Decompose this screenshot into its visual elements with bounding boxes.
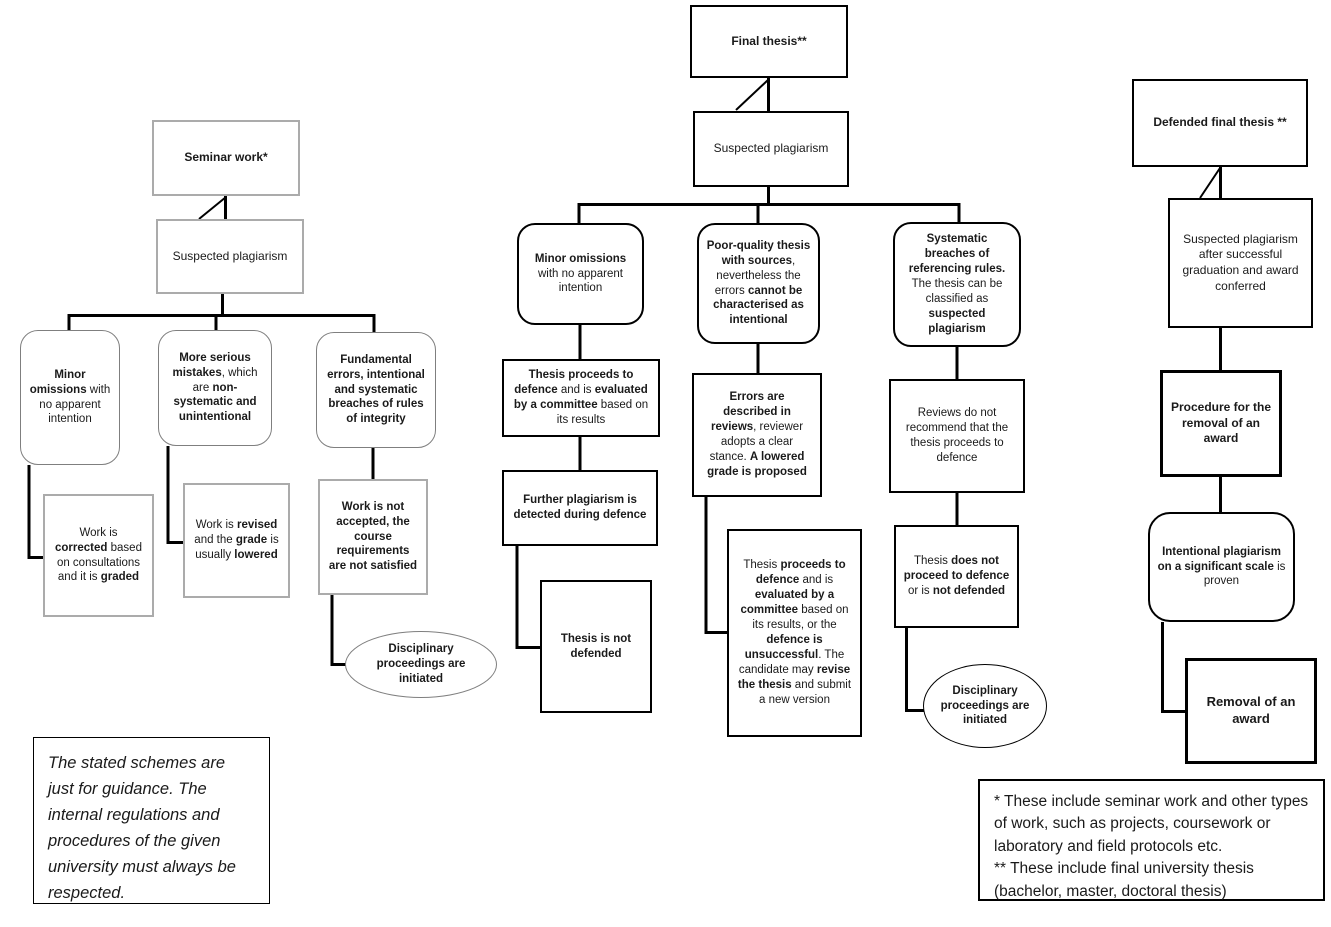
guidance-note-text: The stated schemes are just for guidance. The internal regulations and procedures of the given university must always be respected. [48,754,236,903]
final-thesis-label: Final thesis** [731,33,807,48]
thesis-branch-poor-quality [697,223,820,344]
seminar-branch-fundamental-errors [316,332,436,448]
thesis-suspected-label: Suspected plagiarism [713,141,829,156]
thesis-not-defended-label: Thesis is not defended [560,632,632,660]
seminar-branch-minor-omissions-label: Minor omissions with no apparent intention [29,368,111,426]
errors-described-box [692,373,822,497]
thesis-disciplinary-label: Disciplinary proceedings are initiated [940,684,1030,727]
thesis-proceeds-or-revise-label: Thesis proceeds to defence and is evaluated by a committee based on its results, or the defence is unsuccessful. The candidate may revise the thesis and submit a new version [737,559,852,706]
footnote-seminar-text: * These include seminar work and other types of work, such as projects, coursework or laboratory and field protocols etc. [994,793,1309,855]
thesis-not-proceed-box [894,525,1019,628]
final-thesis-box [690,5,848,78]
seminar-branch-more-serious-mistakes [158,330,272,446]
seminar-outcome-corrected-box [43,494,154,617]
seminar-outcome-corrected-label: Work is corrected based on consultations and it is graded [55,526,142,584]
thesis-branch-systematic-breaches [893,222,1021,347]
thesis-not-defended-box [540,580,652,713]
seminar-outcome-not-accepted-label: Work is not accepted, the course requirements are not satisfied [328,500,418,573]
removal-procedure-label: Procedure for the removal of an award [1170,400,1272,446]
seminar-outcome-revised-box [183,483,290,598]
thesis-not-proceed-label: Thesis does not proceed to defence or is not defended [903,555,1010,597]
errors-described-label: Errors are described in reviews, reviewer adopts a clear stance. A lowered grade is proposed [707,391,807,478]
thesis-proceeds-or-revise-box [727,529,862,737]
reviews-not-recommend-label: Reviews do not recommend that the thesis proceeds to defence [905,407,1009,464]
thesis-branch-minor-omissions [517,223,644,325]
thesis-branch-systematic-breaches-label: Systematic breaches of referencing rules. The thesis can be classified as suspected plagiarism [908,233,1006,335]
intentional-plagiarism-box [1148,512,1295,622]
seminar-branch-minor-omissions [20,330,120,465]
seminar-work-box [152,120,300,196]
seminar-outcome-not-accepted-box [318,479,428,595]
reviews-not-recommend-box [889,379,1025,493]
seminar-branch-more-serious-mistakes-label: More serious mistakes, which are non-systematic and unintentional [172,351,258,424]
defended-suspected-label: Suspected plagiarism after successful graduation and award conferred [1182,231,1299,293]
thesis-branch-poor-quality-label: Poor-quality thesis with sources, nevertheless the errors cannot be characterised as intentional [706,239,811,327]
removal-procedure-box [1160,370,1282,477]
footnote-thesis-text: ** These include final university thesis (bachelor, master, doctoral thesis) [994,860,1254,900]
defended-suspected-box [1168,198,1313,328]
thesis-proceeds-defence-box [502,359,660,437]
defended-thesis-label: Defended final thesis ** [1153,115,1287,130]
seminar-suspected-label: Suspected plagiarism [172,248,288,263]
thesis-branch-minor-omissions-label: Minor omissions with no apparent intention [534,252,627,295]
seminar-suspected-box [156,219,304,294]
thesis-suspected-box [693,111,849,187]
further-plagiarism-label: Further plagiarism is detected during defence [513,494,647,521]
seminar-outcome-revised-label: Work is revised and the grade is usually lowered [194,519,279,561]
thesis-disciplinary-ellipse [923,664,1047,748]
guidance-note-box [33,737,270,904]
seminar-disciplinary-ellipse [345,631,497,698]
seminar-branch-fundamental-errors-label: Fundamental errors, intentional and systematic breaches of rules of integrity [327,353,425,426]
seminar-disciplinary-label: Disciplinary proceedings are initiated [376,643,466,685]
further-plagiarism-box [502,470,658,546]
seminar-work-label: Seminar work* [184,150,268,165]
defended-thesis-box [1132,79,1308,167]
removal-award-box [1185,658,1317,764]
footnotes-box [978,779,1325,901]
removal-award-label: Removal of an award [1206,694,1296,726]
intentional-plagiarism-label: Intentional plagiarism on a significant scale is proven [1157,545,1286,588]
thesis-proceeds-defence-label: Thesis proceeds to defence and is evaluated by a committee based on its results [513,369,649,426]
